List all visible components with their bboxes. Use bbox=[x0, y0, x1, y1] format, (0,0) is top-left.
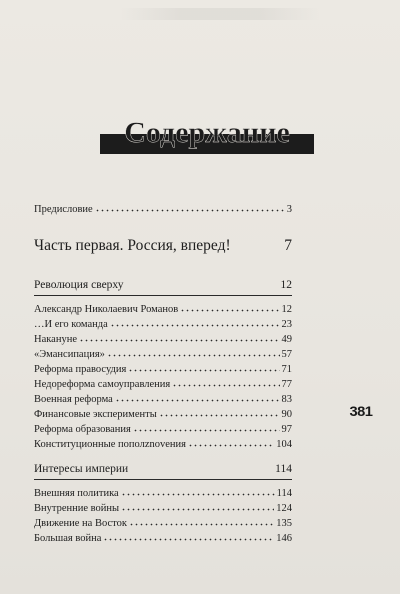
toc-label: Финансовые эксперименты bbox=[34, 409, 157, 420]
toc-leader bbox=[79, 333, 280, 342]
toc-line bbox=[34, 438, 292, 451]
toc-label: Предисловие bbox=[34, 204, 93, 215]
section-heading bbox=[34, 278, 292, 292]
toc-label: Большая война bbox=[34, 533, 102, 544]
toc-page: 104 bbox=[276, 439, 292, 450]
toc-line-preface bbox=[34, 203, 292, 216]
section-page: 114 bbox=[275, 463, 292, 475]
page-title: Содержание bbox=[124, 116, 290, 149]
toc-line bbox=[34, 378, 292, 391]
part-page: 7 bbox=[284, 237, 292, 254]
toc-label: Внешняя политика bbox=[34, 488, 119, 499]
toc-page: 83 bbox=[281, 394, 292, 405]
toc-page: 57 bbox=[281, 349, 292, 360]
toc-leader bbox=[180, 303, 279, 312]
toc-line bbox=[34, 532, 292, 545]
toc-leader bbox=[95, 203, 285, 212]
toc-page: 3 bbox=[286, 204, 292, 215]
toc-leader bbox=[128, 363, 279, 372]
toc-page: 135 bbox=[276, 518, 292, 529]
page-number: 381 bbox=[349, 403, 373, 419]
toc-label: Движение на Восток bbox=[34, 518, 127, 529]
toc-label: Конституционные пополznovения bbox=[34, 439, 186, 450]
toc-line bbox=[34, 487, 292, 500]
toc-label: «Эмансипация» bbox=[34, 349, 105, 360]
toc-line bbox=[34, 393, 292, 406]
toc-page: 114 bbox=[276, 488, 292, 499]
toc-page: 12 bbox=[281, 304, 292, 315]
toc-line bbox=[34, 423, 292, 436]
toc-line bbox=[34, 502, 292, 515]
toc-leader bbox=[115, 393, 280, 402]
toc-line bbox=[34, 517, 292, 530]
toc-leader bbox=[133, 423, 280, 432]
section-rule bbox=[34, 295, 292, 296]
part-label: Часть первая. Россия, вперед! bbox=[34, 237, 231, 254]
toc-page: 90 bbox=[281, 409, 292, 420]
toc-label: Внутренние войны bbox=[34, 503, 120, 514]
toc-label: …И его команда bbox=[34, 319, 108, 330]
toc-leader bbox=[188, 438, 274, 447]
section-page: 12 bbox=[280, 279, 292, 291]
section-rule bbox=[34, 479, 292, 480]
toc-line bbox=[34, 303, 292, 316]
toc-leader bbox=[172, 378, 279, 387]
toc-line bbox=[34, 318, 292, 331]
toc-page: 49 bbox=[281, 334, 292, 345]
section-label: Интересы империи bbox=[34, 463, 129, 475]
toc-page: 124 bbox=[276, 503, 292, 514]
toc-page: 23 bbox=[281, 319, 292, 330]
toc-leader bbox=[107, 348, 280, 357]
toc-page: 71 bbox=[281, 364, 292, 375]
toc-label: Недореформа самоуправления bbox=[34, 379, 171, 390]
toc-label: Военная реформа bbox=[34, 394, 113, 405]
toc-label: Александр Николаевич Романов bbox=[34, 304, 179, 315]
toc-leader bbox=[110, 318, 280, 327]
toc-leader bbox=[103, 532, 274, 541]
toc-leader bbox=[121, 487, 275, 496]
toc-line bbox=[34, 408, 292, 421]
section-heading bbox=[34, 462, 292, 476]
part-heading bbox=[34, 236, 292, 256]
toc-page: 97 bbox=[281, 424, 292, 435]
toc-label: Реформа образования bbox=[34, 424, 131, 435]
title-block bbox=[100, 112, 314, 154]
toc-line bbox=[34, 348, 292, 361]
toc-label: Накануне bbox=[34, 334, 77, 345]
toc-leader bbox=[129, 517, 274, 526]
toc-leader bbox=[159, 408, 280, 417]
toc-page: 146 bbox=[276, 533, 292, 544]
toc-label: Реформа правосудия bbox=[34, 364, 127, 375]
section-label: Революция сверху bbox=[34, 279, 124, 291]
toc-page: 77 bbox=[281, 379, 292, 390]
toc-leader bbox=[121, 502, 274, 511]
toc-line bbox=[34, 333, 292, 346]
toc-line bbox=[34, 363, 292, 376]
bleed-through bbox=[120, 8, 320, 20]
